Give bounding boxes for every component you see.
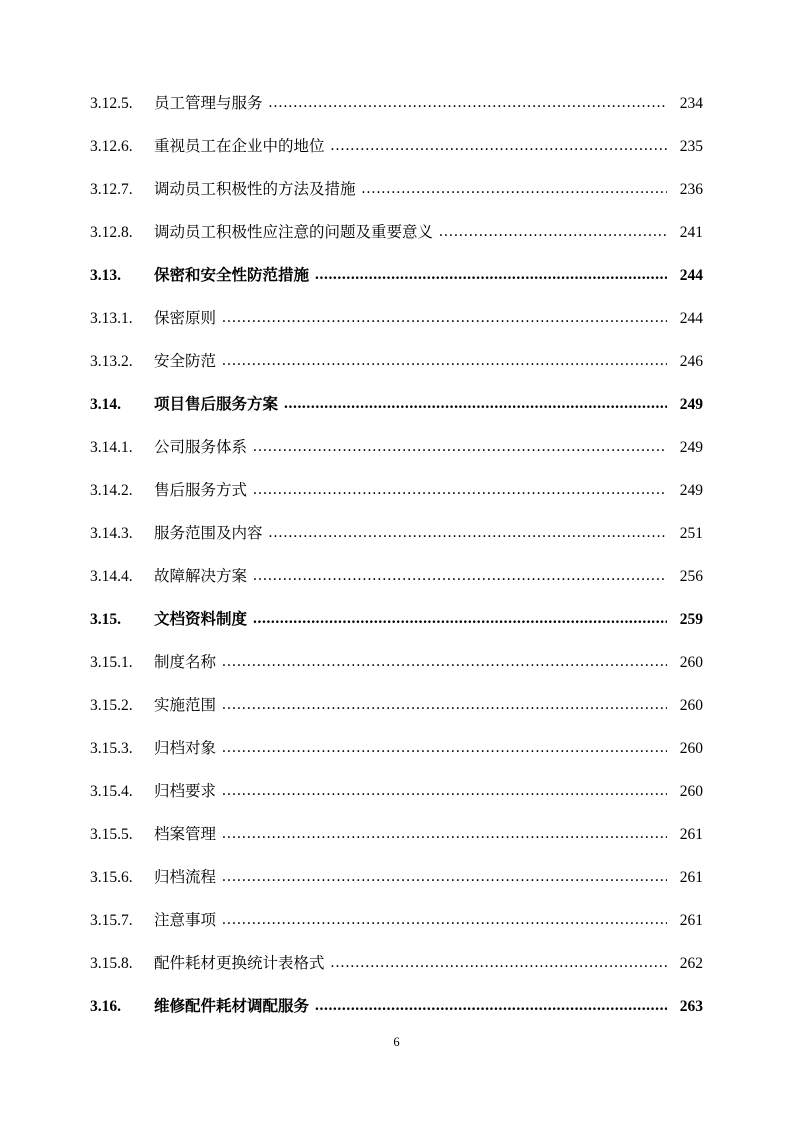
table-of-contents (90, 96, 703, 1042)
toc-leader-dots (253, 569, 667, 585)
toc-entry-page: 261 (679, 869, 703, 886)
toc-entry-title: 安全防范 (154, 353, 217, 370)
toc-entry-number: 3.12.8. (90, 224, 133, 241)
toc-entry[interactable] (90, 698, 703, 741)
toc-leader-dots (253, 612, 667, 628)
toc-entry-number: 3.14.2. (90, 482, 133, 499)
toc-entry-page: 234 (679, 95, 703, 112)
toc-entry-title: 文档资料制度 (154, 611, 248, 628)
toc-leader-dots (222, 827, 667, 843)
toc-leader-dots (269, 526, 667, 542)
toc-entry-page: 259 (679, 611, 703, 628)
toc-entry-page: 263 (679, 998, 703, 1015)
toc-leader-dots (253, 483, 667, 499)
toc-entry[interactable] (90, 268, 703, 311)
toc-entry-number: 3.15.2. (90, 697, 133, 714)
toc-entry[interactable] (90, 397, 703, 440)
toc-entry[interactable] (90, 827, 703, 870)
toc-entry[interactable] (90, 526, 703, 569)
toc-entry-page: 241 (679, 224, 703, 241)
toc-entry-number: 3.13. (90, 267, 121, 284)
toc-entry-page: 256 (679, 568, 703, 585)
toc-entry-number: 3.12.5. (90, 95, 133, 112)
toc-leader-dots (439, 225, 667, 241)
toc-entry[interactable] (90, 354, 703, 397)
toc-entry-page: 236 (679, 181, 703, 198)
toc-entry-number: 3.14.4. (90, 568, 133, 585)
toc-entry-title: 制度名称 (154, 654, 217, 671)
toc-entry-title: 档案管理 (154, 826, 217, 843)
toc-entry-title: 实施范围 (154, 697, 217, 714)
toc-leader-dots (222, 741, 667, 757)
toc-entry-number: 3.15. (90, 611, 121, 628)
toc-leader-dots (269, 96, 667, 112)
toc-entry-number: 3.15.6. (90, 869, 133, 886)
toc-entry-page: 260 (679, 740, 703, 757)
page-number: 6 (393, 1035, 400, 1049)
toc-entry-title: 调动员工积极性应注意的问题及重要意义 (154, 224, 434, 241)
toc-entry[interactable] (90, 655, 703, 698)
toc-entry-title: 维修配件耗材调配服务 (154, 998, 310, 1015)
toc-entry-number: 3.16. (90, 998, 121, 1015)
toc-entry[interactable] (90, 784, 703, 827)
toc-entry-page: 262 (679, 955, 703, 972)
toc-leader-dots (222, 784, 667, 800)
toc-entry-title: 项目售后服务方案 (154, 396, 279, 413)
toc-entry-title: 员工管理与服务 (154, 95, 263, 112)
toc-entry-title: 售后服务方式 (154, 482, 248, 499)
toc-entry-number: 3.15.5. (90, 826, 133, 843)
toc-entry-page: 249 (679, 439, 703, 456)
toc-leader-dots (222, 870, 667, 886)
toc-entry-page: 246 (679, 353, 703, 370)
toc-entry-title: 故障解决方案 (154, 568, 248, 585)
toc-entry-page: 260 (679, 697, 703, 714)
toc-entry-title: 注意事项 (154, 912, 217, 929)
toc-leader-dots (331, 139, 667, 155)
toc-entry[interactable] (90, 182, 703, 225)
toc-entry[interactable] (90, 741, 703, 784)
toc-entry-number: 3.15.1. (90, 654, 133, 671)
toc-leader-dots (222, 698, 667, 714)
toc-entry[interactable] (90, 483, 703, 526)
toc-entry[interactable] (90, 913, 703, 956)
toc-entry[interactable] (90, 870, 703, 913)
toc-entry[interactable] (90, 440, 703, 483)
toc-entry-page: 261 (679, 826, 703, 843)
toc-entry[interactable] (90, 311, 703, 354)
toc-entry-number: 3.14. (90, 396, 121, 413)
toc-entry-number: 3.15.4. (90, 783, 133, 800)
toc-entry-number: 3.13.1. (90, 310, 133, 327)
toc-entry[interactable] (90, 612, 703, 655)
toc-entry-number: 3.14.3. (90, 525, 133, 542)
toc-entry-title: 归档对象 (154, 740, 217, 757)
toc-entry[interactable] (90, 139, 703, 182)
toc-entry[interactable] (90, 569, 703, 612)
toc-entry[interactable] (90, 96, 703, 139)
toc-leader-dots (284, 397, 667, 413)
toc-entry-title: 归档流程 (154, 869, 217, 886)
toc-entry-page: 244 (679, 267, 703, 284)
toc-entry-page: 261 (679, 912, 703, 929)
toc-entry-page: 260 (679, 783, 703, 800)
toc-entry-number: 3.12.6. (90, 138, 133, 155)
toc-entry-page: 260 (679, 654, 703, 671)
toc-entry-page: 249 (679, 396, 703, 413)
toc-entry-number: 3.12.7. (90, 181, 133, 198)
toc-entry-title: 归档要求 (154, 783, 217, 800)
toc-leader-dots (331, 956, 667, 972)
toc-entry-number: 3.15.7. (90, 912, 133, 929)
toc-entry-title: 保密和安全性防范措施 (154, 267, 310, 284)
toc-leader-dots (222, 354, 667, 370)
toc-entry-title: 重视员工在企业中的地位 (154, 138, 325, 155)
toc-entry-page: 249 (679, 482, 703, 499)
toc-leader-dots (222, 655, 667, 671)
toc-entry-title: 服务范围及内容 (154, 525, 263, 542)
toc-entry-page: 235 (679, 138, 703, 155)
toc-leader-dots (315, 999, 667, 1015)
toc-entry-number: 3.14.1. (90, 439, 133, 456)
toc-entry-title: 调动员工积极性的方法及措施 (154, 181, 356, 198)
toc-entry-title: 公司服务体系 (154, 439, 248, 456)
toc-entry[interactable] (90, 225, 703, 268)
toc-leader-dots (315, 268, 667, 284)
toc-entry[interactable] (90, 956, 703, 999)
toc-entry-number: 3.13.2. (90, 353, 133, 370)
toc-leader-dots (362, 182, 667, 198)
toc-entry-page: 244 (679, 310, 703, 327)
toc-entry-page: 251 (679, 525, 703, 542)
toc-entry-title: 保密原则 (154, 310, 217, 327)
toc-entry-number: 3.15.8. (90, 955, 133, 972)
toc-leader-dots (253, 440, 667, 456)
toc-leader-dots (222, 311, 667, 327)
toc-entry-title: 配件耗材更换统计表格式 (154, 955, 325, 972)
toc-leader-dots (222, 913, 667, 929)
toc-entry-number: 3.15.3. (90, 740, 133, 757)
